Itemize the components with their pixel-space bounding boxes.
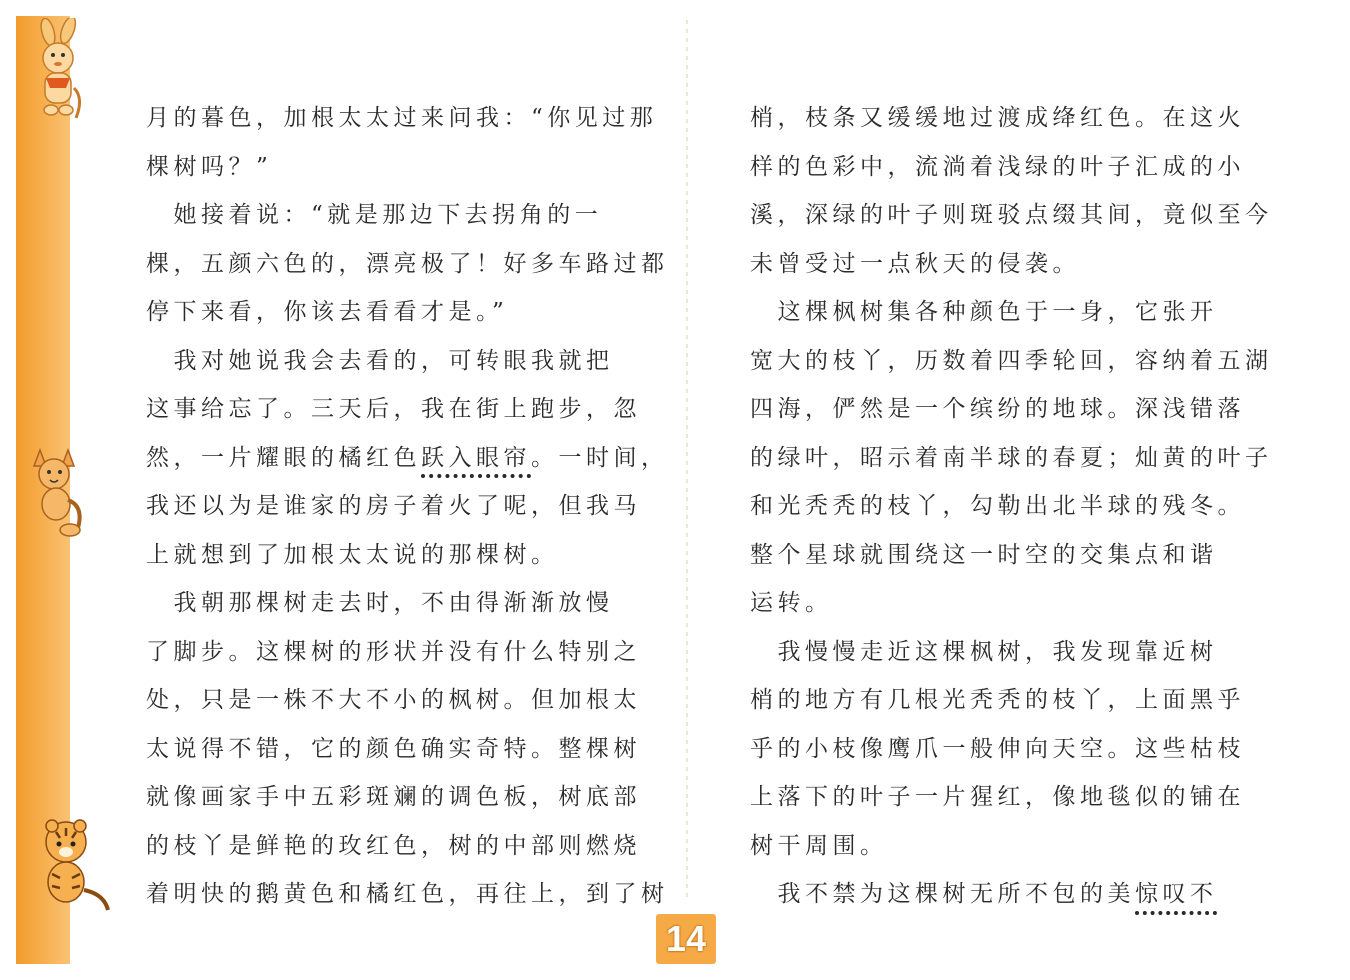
page-gutter (686, 20, 688, 900)
text-line: 上就想到了加根太太说的那棵树。 (146, 541, 559, 568)
text-line: 梢，枝条又缓缓地过渡成绛红色。在这火 (750, 105, 1245, 131)
text-line: 处，只是一株不大不小的枫树。但加根太 (146, 687, 641, 713)
text-line: 太说得不错，它的颜色确实奇特。整棵树 (146, 735, 641, 762)
text-line: 棵，五颜六色的，漂亮极了！好多车路过都 (146, 250, 669, 277)
text-line: 然，一片耀眼的橘红色跃入眼帘。一时间， (146, 444, 669, 471)
text-line: 棵树吗？” (146, 153, 273, 180)
tiger-illustration (26, 810, 116, 920)
text-line: 我不禁为这棵树无所不包的美惊叹不 (750, 881, 1218, 907)
text-line: 上落下的叶子一片猩红，像地毯似的铺在 (750, 784, 1245, 810)
text-line: 树干周围。 (750, 832, 888, 859)
text-line: 运转。 (750, 590, 833, 616)
text-line: 月的暮色，加根太太过来问我：“你见过那 (146, 105, 658, 131)
text-line: 这事给忘了。三天后，我在街上跑步，忽 (146, 396, 641, 422)
text-line: 她接着说：“就是那边下去拐角的一 (146, 202, 603, 228)
text-line: 乎的小枝像鹰爪一般伸向天空。这些枯枝 (750, 735, 1245, 762)
text-line: 我对她说我会去看的，可转眼我就把 (146, 347, 614, 374)
text-line: 的枝丫是鲜艳的玫红色，树的中部则燃烧 (146, 832, 641, 859)
text-line: 溪，深绿的叶子则斑驳点缀其间，竟似至今 (750, 202, 1273, 228)
emphasis-dots: 惊叹不 (1135, 881, 1218, 907)
text-line: 我还以为是谁家的房子着火了呢，但我马 (146, 493, 641, 519)
text-line: 停下来看，你该去看看才是。” (146, 299, 509, 325)
right-text-column (750, 94, 1273, 919)
rabbit-illustration (18, 18, 96, 138)
left-text-column (146, 94, 669, 919)
text-line: 着明快的鹅黄色和橘红色，再往上，到了树 (146, 881, 669, 907)
text-line: 样的色彩中，流淌着浅绿的叶子汇成的小 (750, 153, 1245, 180)
text-line: 我朝那棵树走去时，不由得渐渐放慢 (146, 590, 614, 616)
emphasis-dots: 跃入眼帘 (421, 444, 531, 471)
text-line: 这棵枫树集各种颜色于一身，它张开 (750, 299, 1218, 325)
text-line: 和光秃秃的枝丫，勾勒出北半球的残冬。 (750, 493, 1245, 519)
text-line: 宽大的枝丫，历数着四季轮回，容纳着五湖 (750, 347, 1273, 374)
text-line: 未曾受过一点秋天的侵袭。 (750, 250, 1080, 277)
text-line: 就像画家手中五彩斑斓的调色板，树底部 (146, 784, 641, 810)
text-line: 整个星球就围绕这一时空的交集点和谐 (750, 541, 1218, 568)
text-line: 了脚步。这棵树的形状并没有什么特别之 (146, 638, 641, 665)
text-line: 我慢慢走近这棵枫树，我发现靠近树 (750, 638, 1218, 665)
fox-illustration (22, 440, 92, 540)
text-line: 的绿叶，昭示着南半球的春夏；灿黄的叶子 (750, 444, 1273, 471)
text-line: 梢的地方有几根光秃秃的枝丫，上面黑乎 (750, 687, 1245, 713)
page-number: 14 (656, 914, 716, 964)
text-line: 四海，俨然是一个缤纷的地球。深浅错落 (750, 396, 1245, 422)
